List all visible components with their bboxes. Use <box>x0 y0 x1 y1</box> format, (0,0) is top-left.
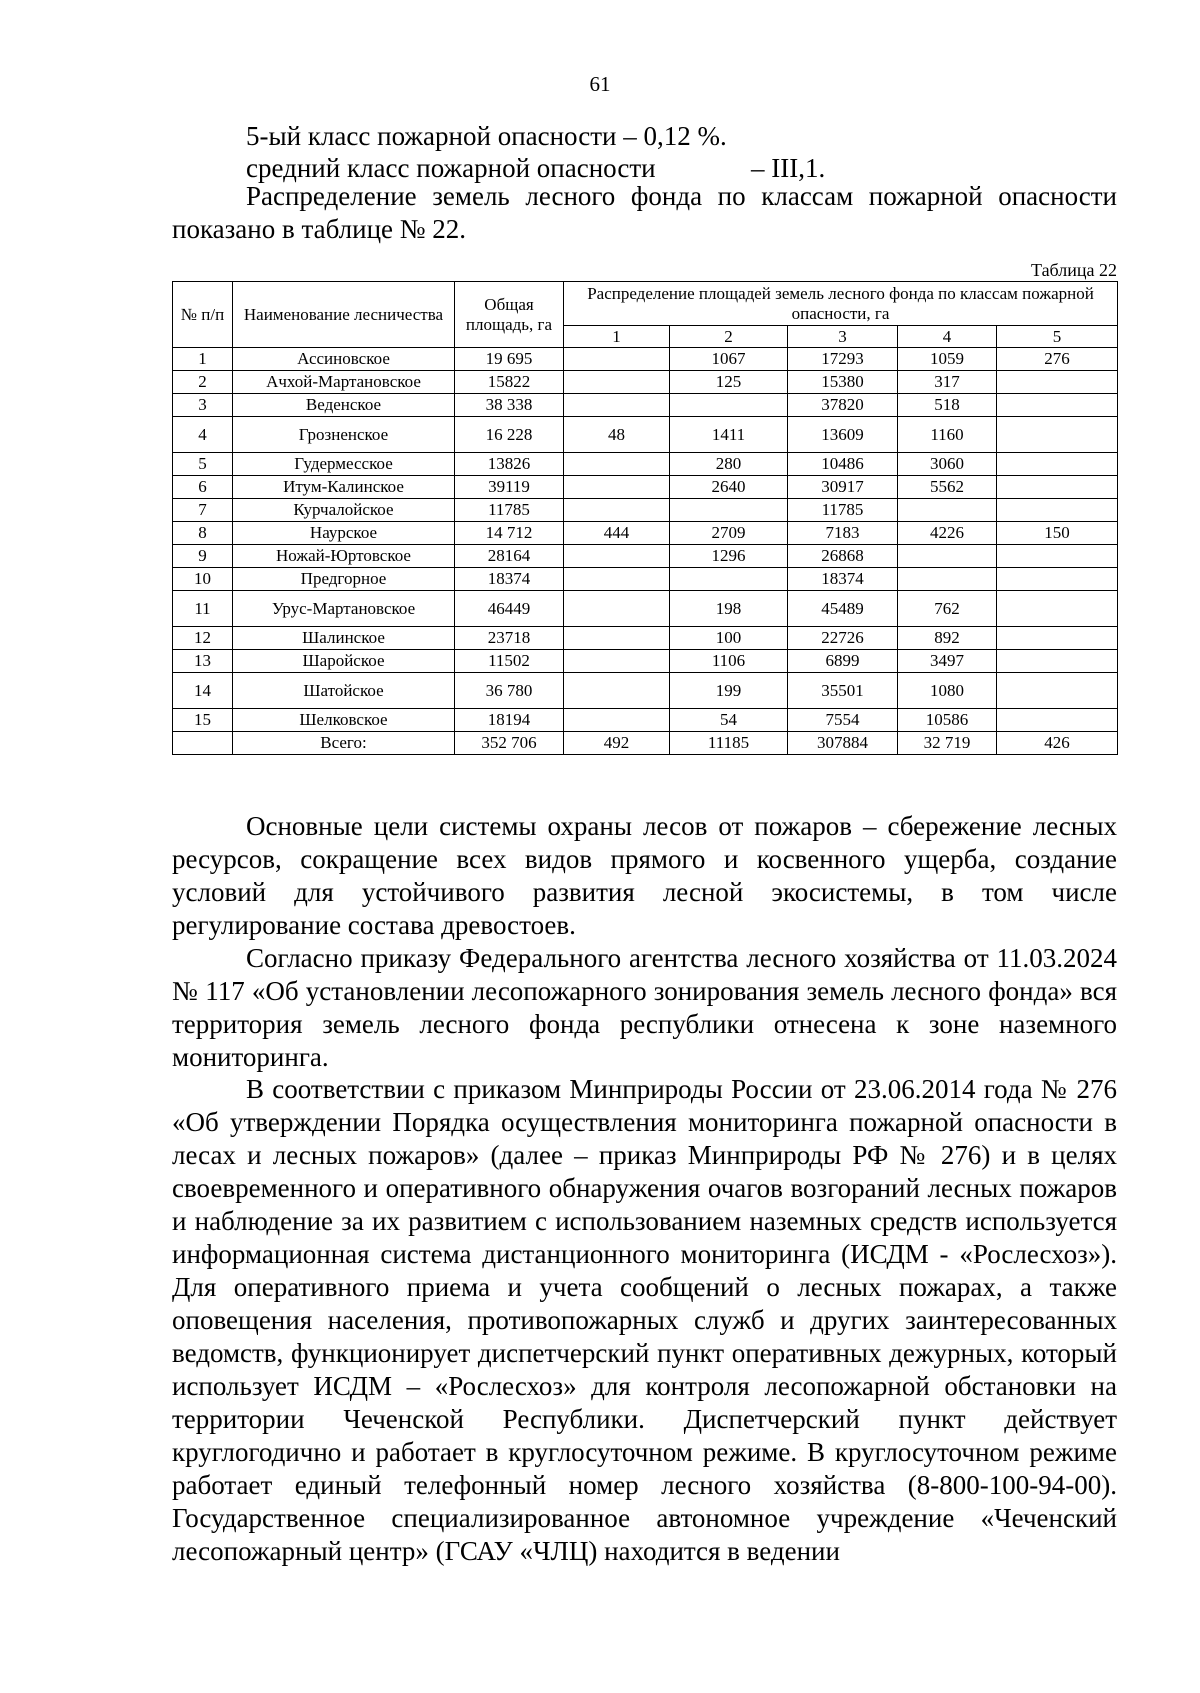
class-4-area-cell <box>898 499 997 522</box>
class-4-area-cell: 3497 <box>898 650 997 673</box>
header-total-area: Общая площадь, га <box>455 282 564 348</box>
total-area-cell: 352 706 <box>455 732 564 755</box>
class-5-area-cell <box>997 709 1118 732</box>
table-row <box>173 568 1118 591</box>
class-2-area-cell <box>670 568 788 591</box>
class-1-area-cell <box>564 673 670 709</box>
total-area-cell: 23718 <box>455 627 564 650</box>
class-2-area-cell: 2640 <box>670 476 788 499</box>
class-2-area-cell <box>670 499 788 522</box>
class-4-area-cell: 317 <box>898 371 997 394</box>
class-5-area-cell <box>997 453 1118 476</box>
class-4-area-cell <box>898 568 997 591</box>
intro-line-average-class-value: – III,1. <box>751 153 826 183</box>
class-3-area-cell: 13609 <box>788 417 898 453</box>
class-5-area-cell <box>997 627 1118 650</box>
table-row <box>173 417 1118 453</box>
class-1-area-cell <box>564 394 670 417</box>
class-3-area-cell: 307884 <box>788 732 898 755</box>
row-number-cell: 3 <box>173 394 233 417</box>
class-2-area-cell: 1106 <box>670 650 788 673</box>
class-2-area-cell: 54 <box>670 709 788 732</box>
class-4-area-cell: 5562 <box>898 476 997 499</box>
table-row <box>173 394 1118 417</box>
table-row <box>173 453 1118 476</box>
table-row <box>173 522 1118 545</box>
forestry-name-cell: Итум-Калинское <box>233 476 455 499</box>
intro-paragraph: Распределение земель лесного фонда по классам пожарной опасности показано в таблице № 22. <box>172 181 1117 244</box>
class-3-area-cell: 11785 <box>788 499 898 522</box>
class-2-area-cell <box>670 394 788 417</box>
header-class-5: 5 <box>997 326 1118 348</box>
total-area-cell: 13826 <box>455 453 564 476</box>
row-number-cell: 11 <box>173 591 233 627</box>
class-4-area-cell: 518 <box>898 394 997 417</box>
class-3-area-cell: 30917 <box>788 476 898 499</box>
class-2-area-cell: 1411 <box>670 417 788 453</box>
class-5-area-cell <box>997 476 1118 499</box>
class-1-area-cell <box>564 650 670 673</box>
header-forestry-name: Наименование лесничества <box>233 282 455 348</box>
table-row <box>173 709 1118 732</box>
body-paragraph-3: В соответствии с приказом Минприроды России от 23.06.2014 года № 276 «Об утверждении Порядка осуществления мониторинга пожарной опасности в лесах и лесных пожаров» (далее – приказ Минприроды РФ № 276) и в целях своевременного и оперативного обнаружения очагов возгораний лесных пожаров и наблюдение за их развитием с использованием наземных средств используется информационная система дистанционного мониторинга (ИСДМ - «Рослесхоз»). Для оперативного приема и учета сообщений о лесных пожарах, а также оповещения населения, противопожарных служб и других заинтересованных ведомств, функционирует диспетчерский пункт оперативных дежурных, который использует ИСДМ – «Рослесхоз» для контроля лесопожарной обстановки на территории Чеченской Республики. Диспетчерский пункт действует круглогодично и работает в круглосуточном режиме. В круглосуточном режиме работает единый телефонный номер лесного хозяйства (8-800-100-94-00). Государственное специализированное автономное учреждение «Чеченский лесопожарный центр» (ГСАУ «ЧЛЦ) находится в ведении <box>172 1074 1117 1566</box>
class-5-area-cell <box>997 568 1118 591</box>
class-1-area-cell <box>564 709 670 732</box>
row-number-cell: 9 <box>173 545 233 568</box>
class-2-area-cell: 125 <box>670 371 788 394</box>
table-row <box>173 591 1118 627</box>
class-5-area-cell <box>997 545 1118 568</box>
total-area-cell: 18374 <box>455 568 564 591</box>
class-4-area-cell: 762 <box>898 591 997 627</box>
total-area-cell: 18194 <box>455 709 564 732</box>
class-4-area-cell: 32 719 <box>898 732 997 755</box>
row-number-cell: 10 <box>173 568 233 591</box>
class-3-area-cell: 35501 <box>788 673 898 709</box>
row-number-cell: 1 <box>173 348 233 371</box>
class-1-area-cell <box>564 499 670 522</box>
row-number-cell: 5 <box>173 453 233 476</box>
forestry-name-cell: Всего: <box>233 732 455 755</box>
row-number-cell: 8 <box>173 522 233 545</box>
header-class-4: 4 <box>898 326 997 348</box>
intro-line-fire-class-5: 5-ый класс пожарной опасности – 0,12 %. <box>246 121 727 151</box>
forestry-name-cell: Шелковское <box>233 709 455 732</box>
forestry-name-cell: Курчалойское <box>233 499 455 522</box>
class-4-area-cell: 10586 <box>898 709 997 732</box>
class-5-area-cell <box>997 591 1118 627</box>
class-5-area-cell: 150 <box>997 522 1118 545</box>
class-1-area-cell <box>564 476 670 499</box>
forestry-name-cell: Предгорное <box>233 568 455 591</box>
class-2-area-cell: 2709 <box>670 522 788 545</box>
class-1-area-cell: 444 <box>564 522 670 545</box>
table-row <box>173 476 1118 499</box>
class-5-area-cell: 276 <box>997 348 1118 371</box>
fire-class-table <box>172 281 1118 755</box>
class-3-area-cell: 17293 <box>788 348 898 371</box>
class-1-area-cell: 48 <box>564 417 670 453</box>
table-row <box>173 348 1118 371</box>
table-body <box>173 348 1118 755</box>
class-5-area-cell <box>997 650 1118 673</box>
class-3-area-cell: 10486 <box>788 453 898 476</box>
table-row <box>173 732 1118 755</box>
forestry-name-cell: Шалинское <box>233 627 455 650</box>
class-4-area-cell: 892 <box>898 627 997 650</box>
total-area-cell: 11502 <box>455 650 564 673</box>
class-3-area-cell: 18374 <box>788 568 898 591</box>
class-1-area-cell <box>564 453 670 476</box>
total-area-cell: 15822 <box>455 371 564 394</box>
total-area-cell: 19 695 <box>455 348 564 371</box>
total-area-cell: 11785 <box>455 499 564 522</box>
class-1-area-cell <box>564 627 670 650</box>
class-3-area-cell: 26868 <box>788 545 898 568</box>
row-number-cell: 6 <box>173 476 233 499</box>
class-5-area-cell <box>997 499 1118 522</box>
total-area-cell: 36 780 <box>455 673 564 709</box>
class-2-area-cell: 198 <box>670 591 788 627</box>
class-1-area-cell <box>564 371 670 394</box>
forestry-name-cell: Грозненское <box>233 417 455 453</box>
total-area-cell: 28164 <box>455 545 564 568</box>
class-3-area-cell: 22726 <box>788 627 898 650</box>
table-row <box>173 371 1118 394</box>
class-4-area-cell: 1080 <box>898 673 997 709</box>
forestry-name-cell: Шаройское <box>233 650 455 673</box>
forestry-name-cell: Ассиновское <box>233 348 455 371</box>
forestry-name-cell: Наурское <box>233 522 455 545</box>
class-4-area-cell <box>898 545 997 568</box>
class-4-area-cell: 1160 <box>898 417 997 453</box>
intro-line-average-class-label: средний класс пожарной опасности <box>246 153 656 183</box>
class-1-area-cell <box>564 591 670 627</box>
class-2-area-cell: 11185 <box>670 732 788 755</box>
row-number-cell <box>173 732 233 755</box>
class-3-area-cell: 45489 <box>788 591 898 627</box>
table-row <box>173 545 1118 568</box>
class-2-area-cell: 1296 <box>670 545 788 568</box>
class-4-area-cell: 1059 <box>898 348 997 371</box>
class-2-area-cell: 199 <box>670 673 788 709</box>
table-row <box>173 673 1118 709</box>
row-number-cell: 14 <box>173 673 233 709</box>
class-4-area-cell: 4226 <box>898 522 997 545</box>
class-2-area-cell: 280 <box>670 453 788 476</box>
row-number-cell: 15 <box>173 709 233 732</box>
header-class-2: 2 <box>670 326 788 348</box>
class-5-area-cell: 426 <box>997 732 1118 755</box>
forestry-name-cell: Гудермесское <box>233 453 455 476</box>
forestry-name-cell: Ачхой-Мартановское <box>233 371 455 394</box>
forestry-name-cell: Шатойское <box>233 673 455 709</box>
header-class-1: 1 <box>564 326 670 348</box>
class-2-area-cell: 1067 <box>670 348 788 371</box>
header-number: № п/п <box>173 282 233 348</box>
forestry-name-cell: Урус-Мартановское <box>233 591 455 627</box>
body-paragraph-1: Основные цели системы охраны лесов от пожаров – сбережение лесных ресурсов, сокращение всех видов прямого и косвенного ущерба, создание условий для устойчивого развития лесной экосистемы, в том числе регулирование состава древостоев. <box>172 811 1117 940</box>
class-5-area-cell <box>997 417 1118 453</box>
class-3-area-cell: 15380 <box>788 371 898 394</box>
class-2-area-cell: 100 <box>670 627 788 650</box>
class-1-area-cell <box>564 545 670 568</box>
class-1-area-cell: 492 <box>564 732 670 755</box>
table-row <box>173 650 1118 673</box>
total-area-cell: 38 338 <box>455 394 564 417</box>
row-number-cell: 13 <box>173 650 233 673</box>
header-class-3: 3 <box>788 326 898 348</box>
class-1-area-cell <box>564 568 670 591</box>
total-area-cell: 39119 <box>455 476 564 499</box>
class-3-area-cell: 7183 <box>788 522 898 545</box>
total-area-cell: 16 228 <box>455 417 564 453</box>
row-number-cell: 4 <box>173 417 233 453</box>
page-number: 61 <box>589 72 611 96</box>
row-number-cell: 7 <box>173 499 233 522</box>
table-caption: Таблица 22 <box>1031 260 1117 280</box>
class-5-area-cell <box>997 673 1118 709</box>
class-3-area-cell: 6899 <box>788 650 898 673</box>
table-row <box>173 499 1118 522</box>
class-5-area-cell <box>997 394 1118 417</box>
header-distribution: Распределение площадей земель лесного фонда по классам пожарной опасности, га <box>564 282 1118 326</box>
class-3-area-cell: 37820 <box>788 394 898 417</box>
row-number-cell: 2 <box>173 371 233 394</box>
class-4-area-cell: 3060 <box>898 453 997 476</box>
body-paragraph-2: Согласно приказу Федерального агентства лесного хозяйства от 11.03.2024 № 117 «Об установлении лесопожарного зонирования земель лесного фонда» вся территория земель лесного фонда республики отнесена к зоне наземного мониторинга. <box>172 943 1117 1072</box>
total-area-cell: 46449 <box>455 591 564 627</box>
table-row <box>173 627 1118 650</box>
total-area-cell: 14 712 <box>455 522 564 545</box>
forestry-name-cell: Ножай-Юртовское <box>233 545 455 568</box>
forestry-name-cell: Веденское <box>233 394 455 417</box>
class-1-area-cell <box>564 348 670 371</box>
row-number-cell: 12 <box>173 627 233 650</box>
class-5-area-cell <box>997 371 1118 394</box>
class-3-area-cell: 7554 <box>788 709 898 732</box>
